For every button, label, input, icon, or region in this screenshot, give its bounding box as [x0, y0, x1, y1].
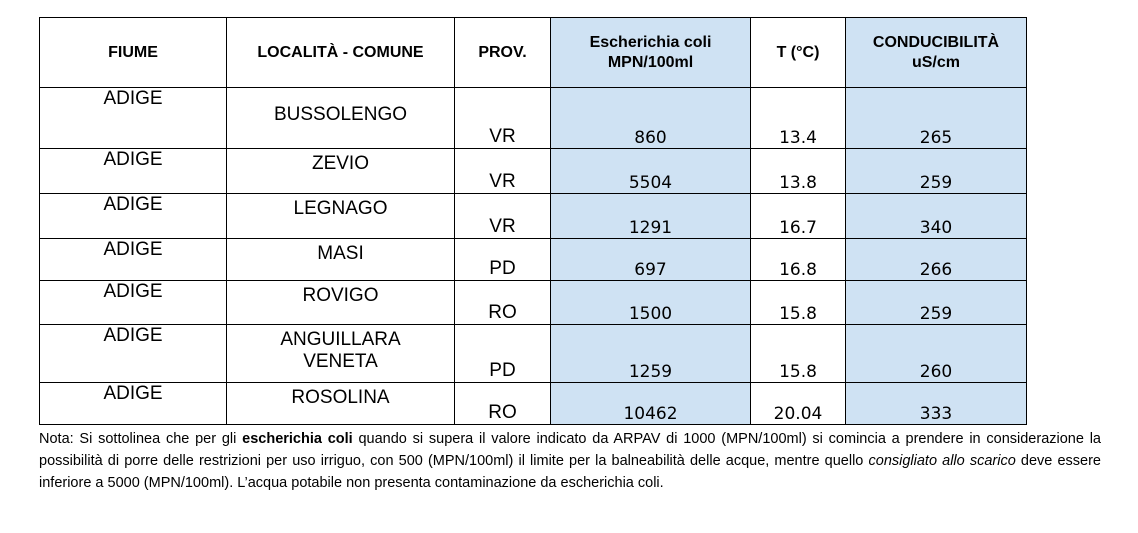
cell-localita [227, 149, 455, 194]
table-row [40, 383, 1027, 425]
table-row [40, 88, 1027, 149]
cell-localita-line1: ROSOLINA [291, 387, 390, 408]
cell-cond: 265 [846, 88, 1027, 149]
header-ecoli-line2: MPN/100ml [607, 53, 694, 71]
cell-temp: 16.7 [751, 194, 846, 239]
header-localita: LOCALITÀ - COMUNE [227, 18, 455, 88]
cell-cond: 259 [846, 149, 1027, 194]
note-part2: quando si supera il valore indicato da ARPAV di 1000 (MPN/100ml) si comincia a prendere in considerazione la possibilità di porre delle restrizioni per uso irriguo, con 500 (MPN/100ml) il limite per la balneabilità delle acque, mentre quello [39, 431, 1101, 469]
table-row [40, 325, 1027, 383]
cell-temp: 16.8 [751, 239, 846, 281]
header-cond [846, 18, 1027, 88]
cell-localita [227, 88, 455, 149]
cell-fiume: ADIGE [40, 325, 227, 383]
table-row [40, 281, 1027, 325]
cell-prov: RO [455, 281, 551, 325]
water-quality-table [39, 17, 1027, 425]
cell-localita-line2: VENETA [303, 351, 378, 372]
cell-localita-line1: ROVIGO [302, 285, 379, 306]
cell-cond: 259 [846, 281, 1027, 325]
cell-temp: 13.8 [751, 149, 846, 194]
cell-prov: PD [455, 239, 551, 281]
header-cond-line1: CONDUCIBILITÀ [872, 33, 1000, 51]
cell-localita [227, 325, 455, 383]
table-row [40, 194, 1027, 239]
cell-localita-line1: ZEVIO [311, 153, 369, 174]
cell-prov: PD [455, 325, 551, 383]
header-temp: T (°C) [751, 18, 846, 88]
cell-prov: VR [455, 194, 551, 239]
cell-ecoli: 5504 [551, 149, 751, 194]
cell-fiume: ADIGE [40, 194, 227, 239]
header-cond-line2: uS/cm [911, 53, 960, 71]
cell-fiume: ADIGE [40, 281, 227, 325]
cell-localita [227, 281, 455, 325]
cell-fiume: ADIGE [40, 239, 227, 281]
cell-fiume: ADIGE [40, 383, 227, 425]
cell-prov: RO [455, 383, 551, 425]
header-ecoli-line1: Escherichia coli [589, 33, 712, 51]
cell-fiume: ADIGE [40, 149, 227, 194]
cell-prov: VR [455, 88, 551, 149]
cell-ecoli: 1500 [551, 281, 751, 325]
cell-ecoli: 1259 [551, 325, 751, 383]
cell-localita [227, 383, 455, 425]
table-row [40, 149, 1027, 194]
cell-fiume: ADIGE [40, 88, 227, 149]
note-part3: deve essere inferiore a 5000 (MPN/100ml). L’acqua potabile non presenta contaminazione da escherichia coli. [39, 453, 1101, 491]
cell-cond: 333 [846, 383, 1027, 425]
note-italic: consigliato allo scarico [868, 453, 1016, 469]
cell-temp: 13.4 [751, 88, 846, 149]
cell-temp: 15.8 [751, 281, 846, 325]
footnote [39, 428, 1101, 494]
note-bold: escherichia coli [242, 431, 353, 447]
cell-cond: 266 [846, 239, 1027, 281]
table-row [40, 239, 1027, 281]
cell-localita-line1: ANGUILLARA [280, 329, 401, 350]
cell-localita-line1: BUSSOLENGO [273, 104, 408, 125]
cell-ecoli: 10462 [551, 383, 751, 425]
header-fiume: FIUME [40, 18, 227, 88]
cell-prov: VR [455, 149, 551, 194]
cell-cond: 340 [846, 194, 1027, 239]
cell-temp: 20.04 [751, 383, 846, 425]
cell-localita [227, 194, 455, 239]
cell-ecoli: 697 [551, 239, 751, 281]
cell-temp: 15.8 [751, 325, 846, 383]
cell-cond: 260 [846, 325, 1027, 383]
cell-ecoli: 860 [551, 88, 751, 149]
cell-localita-line1: MASI [317, 243, 364, 264]
cell-ecoli: 1291 [551, 194, 751, 239]
cell-localita-line1: LEGNAGO [293, 198, 388, 219]
cell-localita [227, 239, 455, 281]
header-ecoli [551, 18, 751, 88]
note-part1: Nota: Si sottolinea che per gli [39, 431, 243, 447]
header-prov: PROV. [455, 18, 551, 88]
header-row [40, 18, 1027, 88]
table-body [40, 88, 1027, 425]
